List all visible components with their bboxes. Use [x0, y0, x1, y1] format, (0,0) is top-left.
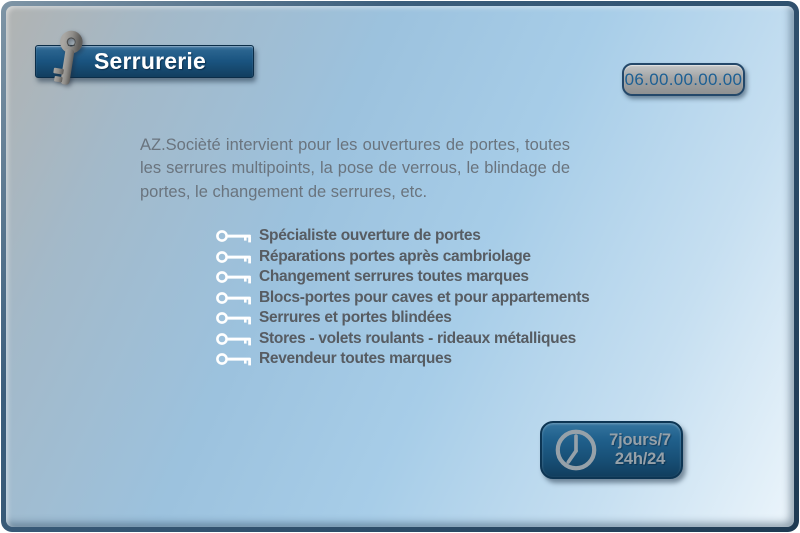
list-item — [215, 288, 589, 309]
availability-button[interactable] — [540, 421, 683, 479]
key-bullet-icon — [215, 310, 255, 326]
key-bullet-icon — [215, 249, 255, 265]
availability-hours: 24h/24 — [614, 450, 666, 468]
service-label: Réparations portes après cambriolage — [259, 247, 531, 265]
availability-text — [599, 431, 681, 469]
key-icon — [52, 30, 90, 92]
key-bullet-icon — [215, 351, 255, 367]
list-item — [215, 226, 589, 247]
services-list — [215, 226, 589, 370]
phone-number-button[interactable] — [622, 63, 745, 96]
list-item — [215, 349, 589, 370]
page-title: Serrurerie — [94, 48, 206, 74]
service-label: Spécialiste ouverture de portes — [259, 227, 481, 245]
list-item — [215, 267, 589, 288]
list-item — [215, 329, 589, 350]
intro-paragraph: AZ.Socièté intervient pour les ouvertures de portes, toutes les serrures multipoints, la pose de verrous, le blindage de portes, le changement de serrures, etc. — [140, 135, 570, 201]
service-label: Revendeur toutes marques — [259, 350, 452, 368]
key-bullet-icon — [215, 269, 255, 285]
availability-days: 7jours/7 — [609, 431, 671, 449]
key-bullet-icon — [215, 331, 255, 347]
list-item — [215, 247, 589, 268]
service-label: Stores - volets roulants - rideaux métalliques — [259, 329, 576, 347]
key-bullet-icon — [215, 290, 255, 306]
list-item — [215, 308, 589, 329]
service-label: Changement serrures toutes marques — [259, 268, 529, 286]
service-label: Serrures et portes blindées — [259, 309, 452, 327]
key-bullet-icon — [215, 228, 255, 244]
phone-number: 06.00.00.00.00 — [624, 69, 743, 89]
service-label: Blocs-portes pour caves et pour appartements — [259, 288, 590, 306]
clock-icon — [553, 427, 599, 473]
